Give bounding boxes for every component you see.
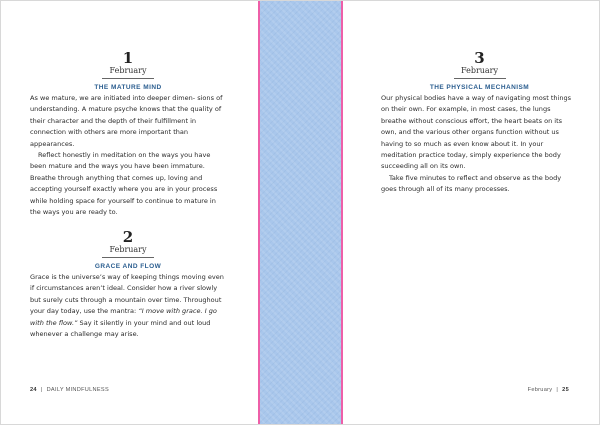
gutter-band: [258, 0, 343, 425]
running-title: DAILY MINDFULNESS: [46, 387, 109, 393]
footer-separator: |: [40, 387, 43, 393]
divider-rule: [102, 257, 154, 258]
divider-rule: [454, 78, 506, 79]
footer-separator: |: [556, 387, 559, 393]
paragraph: Take five minutes to reflect and observe as the body goes through all of its many processes.: [381, 173, 562, 194]
entry-number: 2: [122, 228, 134, 246]
mantra-text: “I move with grace. I go with the flow.”: [30, 307, 217, 327]
left-page: [0, 0, 258, 425]
entry-month: February: [460, 66, 499, 75]
running-title: February: [527, 387, 553, 393]
paragraph-text: Say it silently in your mind and out loud whenever a challenge may arise.: [30, 318, 211, 339]
entry-number: 1: [122, 49, 134, 67]
paragraph: Our physical bodies have a way of navigating most things on their own. For example, in most cases, the lungs breathe without conscious effort, the heart beats on its own, and the various other organs function without us having to so much as even know about it. In your meditation practice today, simply experience the body succeeding all on its own.: [381, 94, 572, 171]
paragraph: [30, 272, 226, 340]
entry-1: [30, 50, 226, 218]
right-page: [343, 0, 600, 425]
entry-number: 3: [474, 49, 485, 67]
entry-body: [30, 272, 226, 340]
entry-body: [30, 93, 226, 218]
page-number: 25: [562, 387, 569, 393]
entry-month: February: [109, 66, 147, 75]
paragraph: Reflect honestly in meditation on the ways you have been mature and the ways you have been immature. Breathe through anything that comes up, loving and accepting yourself exactly where you are in your process while holding space for yourself to continue to mature in the ways you are ready to.: [30, 151, 218, 217]
paragraph-text: Grace is the universe’s way of keeping things moving even if circumstances aren’t ideal. Consider how a river slowly but surely cuts through a mountain over time. Throughout your day today, use the mantra:: [30, 273, 224, 316]
divider-rule: [102, 78, 154, 79]
band-edge: [258, 0, 260, 425]
page-number: 24: [30, 387, 37, 393]
paragraph: As we mature, we are initiated into deeper dimen- sions of understanding. A mature psyche knows that the quality of their character and the depth of their fulfillment in connection with others are more important than appearances.: [30, 94, 223, 148]
entry-heading: GRACE AND FLOW: [94, 263, 162, 270]
entry-heading: THE PHYSICAL MECHANISM: [429, 84, 530, 91]
entry-month: February: [109, 245, 147, 254]
entry-heading: THE MATURE MIND: [94, 84, 162, 91]
entry-body: [381, 93, 578, 196]
footer-left: [30, 387, 109, 393]
entry-3: [381, 50, 578, 196]
entry-2: [30, 229, 226, 340]
footer-right: [528, 387, 569, 393]
